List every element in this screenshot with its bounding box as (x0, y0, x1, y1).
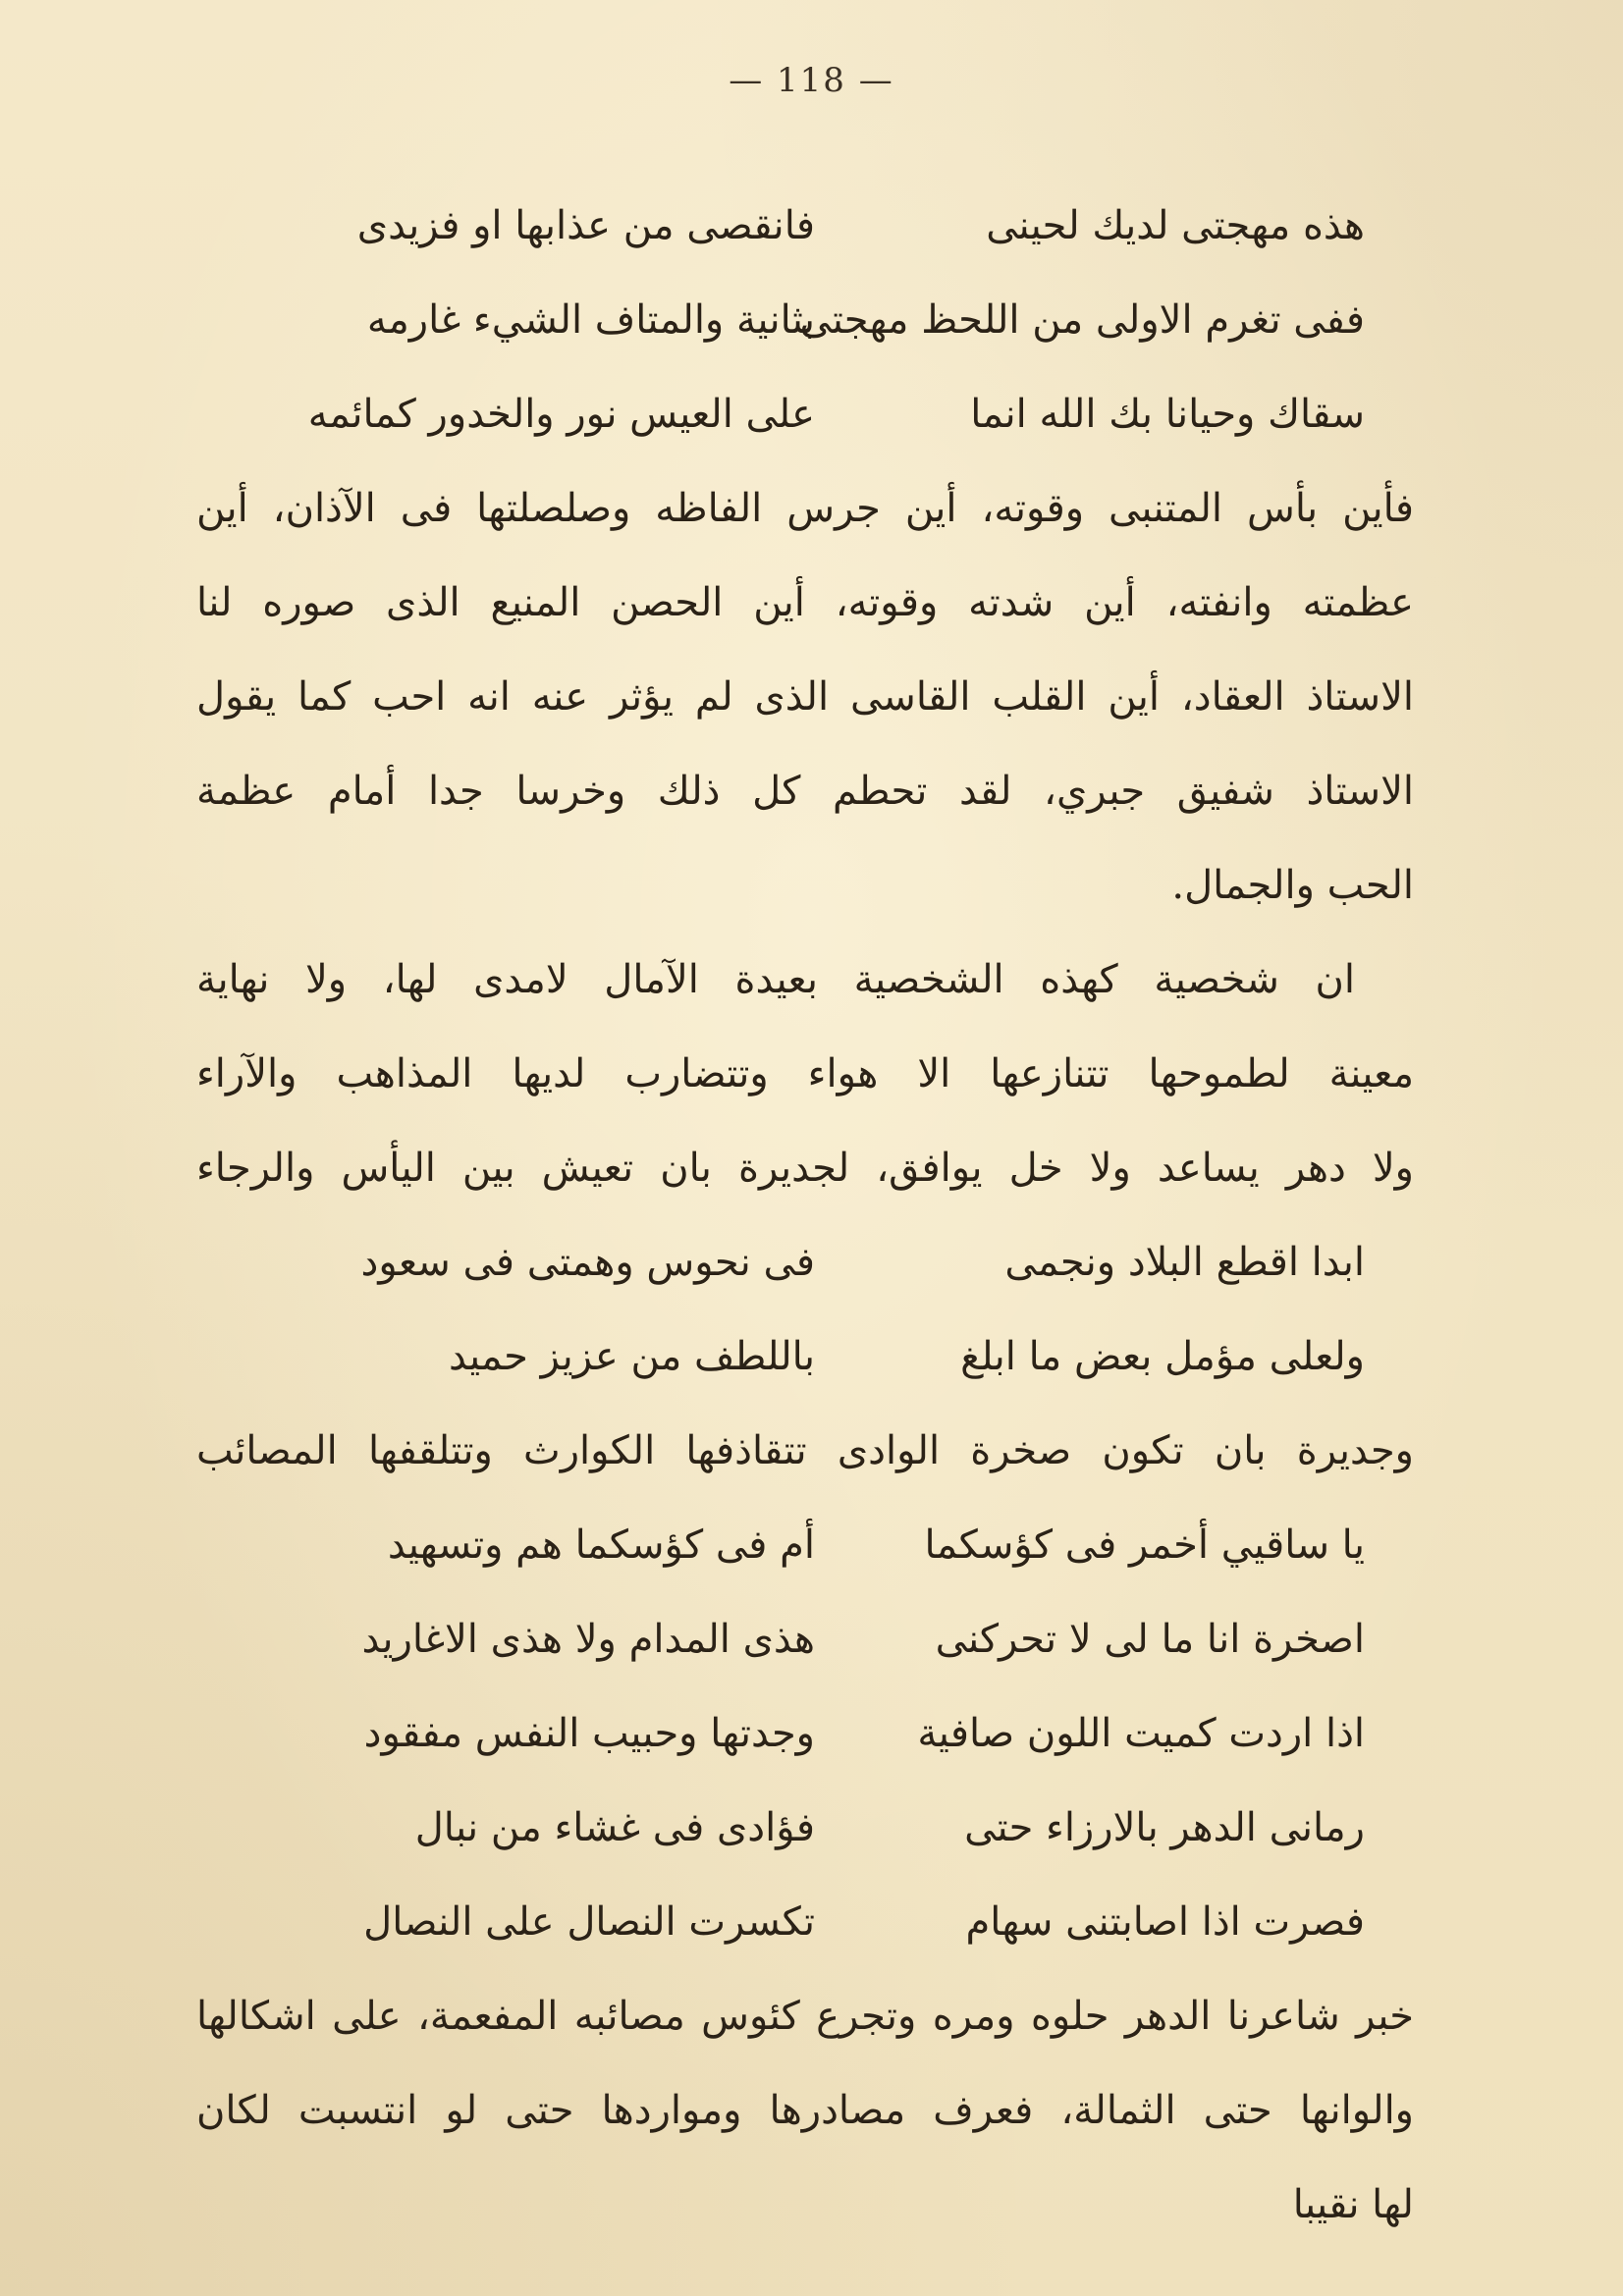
poem-verse (196, 1686, 1414, 1781)
poem-verse (196, 1592, 1414, 1686)
second-hemistich: بثانية والمتاف الشيء غارمه (366, 297, 815, 343)
second-hemistich: على العيس نور والخدور كمائمه (307, 392, 815, 437)
poem-verse (196, 273, 1414, 367)
second-hemistich: أم فى كؤسكما هم وتسهيد (387, 1522, 815, 1568)
prose-paragraph (196, 933, 1414, 1215)
poem-verse (196, 367, 1414, 461)
first-hemistich: فصرت اذا اصابتنى سهام (965, 1899, 1365, 1945)
second-hemistich: تكسرت النصال على النصال (363, 1899, 815, 1945)
prose-line: الاستاذ شفيق جبري، لقد تحطم كل ذلك وخرسا جدا أمام عظمة (196, 769, 1414, 814)
prose-line: الحب والجمال. (1171, 863, 1414, 908)
prose-line: فأين بأس المتنبى وقوته، أين جرس الفاظه وصلصلتها فى الآذان، أين (196, 486, 1414, 531)
prose-line: والوانها حتى الثمالة، فعرف مصادرها ومواردها حتى لو انتسبت لكان (196, 2088, 1414, 2133)
first-hemistich: رمانى الدهر بالارزاء حتى (964, 1805, 1365, 1850)
poem-verse (196, 1215, 1414, 1309)
prose-line: وجديرة بان تكون صخرة الوادى تتقاذفها الكوارث وتتلقفها المصائب (196, 1428, 1414, 1473)
page-body (196, 179, 1414, 2252)
prose-paragraph (196, 1969, 1414, 2252)
first-hemistich: اذا اردت كميت اللون صافية (917, 1711, 1365, 1756)
prose-line: الاستاذ العقاد، أين القلب القاسى الذى لم يؤثر عنه انه احب كما يقول (196, 674, 1414, 720)
poem-stanza (196, 1215, 1414, 1404)
poem-verse (196, 1309, 1414, 1404)
prose-line: عظمته وانفته، أين شدته وقوته، أين الحصن المنيع الذى صوره لنا (196, 580, 1414, 625)
prose-line: ولا دهر يساعد ولا خل يوافق، لجديرة بان تعيش بين اليأس والرجاء (196, 1146, 1414, 1191)
first-hemistich: ولعلى مؤمل بعض ما ابلغ (960, 1334, 1365, 1379)
prose-line: خبر شاعرنا الدهر حلوه ومره وتجرع كئوس مصائبه المفعمة، على اشكالها (196, 1994, 1414, 2039)
poem-verse (196, 1781, 1414, 1875)
second-hemistich: فانقصى من عذابها او فزيدى (356, 203, 815, 248)
page-number: — 118 — (729, 61, 894, 100)
poem-verse (196, 1875, 1414, 1969)
first-hemistich: يا ساقيي أخمر فى كؤسكما (924, 1522, 1365, 1568)
poem-stanza (196, 179, 1414, 461)
poem-verse (196, 179, 1414, 273)
second-hemistich: باللطف من عزيز حميد (448, 1334, 815, 1379)
prose-paragraph (196, 461, 1414, 933)
first-hemistich: سقاك وحيانا بك الله انما (970, 392, 1365, 437)
poem-stanza (196, 1498, 1414, 1969)
prose-paragraph (196, 1404, 1414, 1498)
second-hemistich: هذى المدام ولا هذى الاغاريد (361, 1617, 815, 1662)
first-hemistich: ابدا اقطع البلاد ونجمى (1004, 1240, 1365, 1285)
prose-line: ان شخصية كهذه الشخصية بعيدة الآمال لامدى لها، ولا نهاية (196, 957, 1355, 1002)
second-hemistich: فى نحوس وهمتى فى سعود (360, 1240, 815, 1285)
second-hemistich: وجدتها وحبيب النفس مفقود (363, 1711, 815, 1756)
second-hemistich: فؤادى فى غشاء من نبال (414, 1805, 815, 1850)
first-hemistich: ففى تغرم الاولى من اللحظ مهجتى (799, 297, 1365, 343)
prose-line: معينة لطموحها تتنازعها الا هواء وتتضارب لديها المذاهب والآراء (196, 1051, 1414, 1096)
prose-line: لها نقيبا (1292, 2182, 1414, 2227)
first-hemistich: اصخرة انا ما لى لا تحركنى (935, 1617, 1365, 1662)
poem-verse (196, 1498, 1414, 1592)
first-hemistich: هذه مهجتى لديك لحينى (986, 203, 1365, 248)
